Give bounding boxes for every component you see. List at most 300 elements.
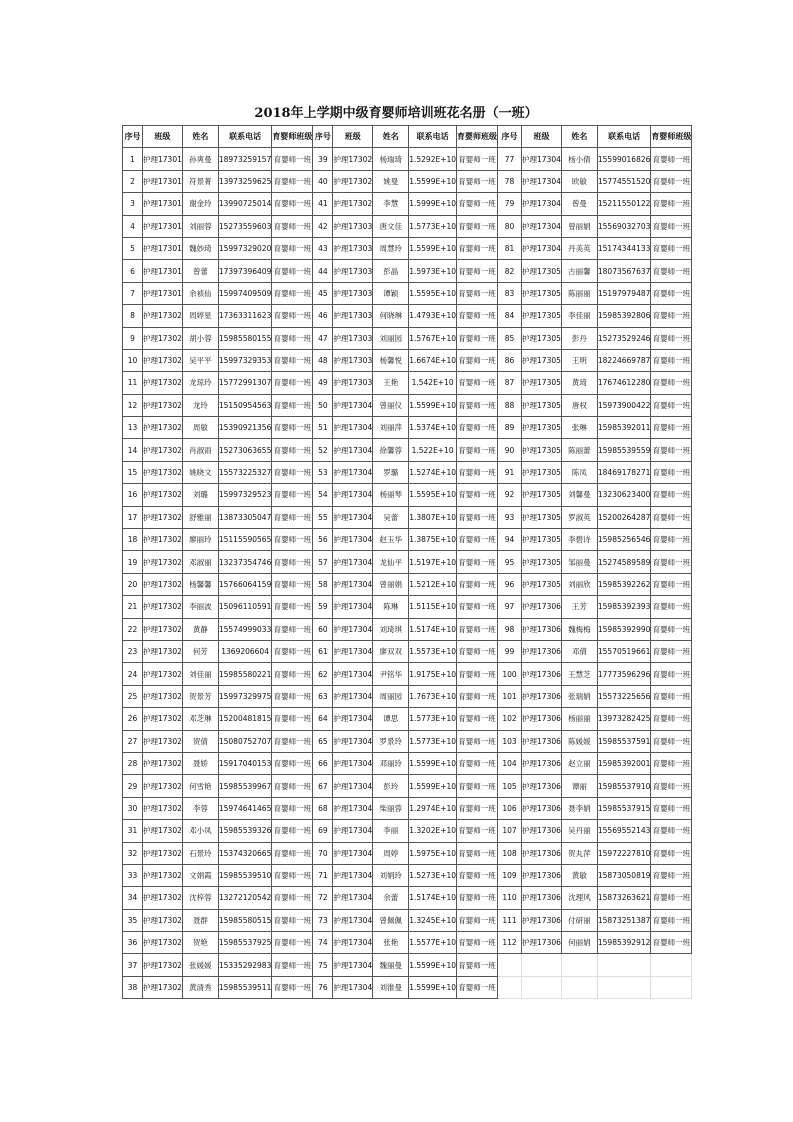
class-cell: 护理17304 [333,909,373,931]
name-cell: 周丽园 [373,685,409,707]
index-cell: 69 [313,820,333,842]
phone-cell: 15174344133 [597,237,651,259]
index-cell: 98 [498,618,522,640]
class-cell: 护理17303 [333,260,373,282]
name-cell: 魏丽曼 [373,954,409,976]
index-cell: 94 [498,529,522,551]
name-cell: 杨馨悦 [373,349,409,371]
class-cell: 护理17305 [522,372,562,394]
class-cell: 护理17304 [333,596,373,618]
group-cell: 育婴师一班 [457,842,498,864]
index-cell: 16 [123,484,143,506]
table-row [123,640,692,662]
class-cell: 护理17305 [522,305,562,327]
class-cell: 护理17304 [333,932,373,954]
index-cell: 82 [498,260,522,282]
phone-cell: 15211550122 [597,193,651,215]
phone-cell: 15985392001 [597,752,651,774]
group-cell: 育婴师一班 [272,797,313,819]
class-cell: 护理17305 [522,484,562,506]
phone-cell: 15774551520 [597,170,651,192]
name-cell: 文娟霞 [182,864,218,886]
name-cell: 刘琦琪 [373,618,409,640]
table-row [123,372,692,394]
group-cell: 育婴师一班 [651,573,692,595]
phone-cell: 1.5973E+10 [409,260,457,282]
group-cell: 育婴师一班 [651,305,692,327]
header-cell: 姓名 [182,126,218,148]
group-cell: 育婴师一班 [651,618,692,640]
group-cell: 育婴师一班 [457,461,498,483]
phone-cell: 15985392912 [597,932,651,954]
phone-cell: 17397396409 [218,260,272,282]
phone-cell: 15273559603 [218,215,272,237]
name-cell: 李丽波 [182,596,218,618]
class-cell: 护理17304 [333,618,373,640]
name-cell: 邓丽玲 [373,752,409,774]
class-cell: 护理17301 [143,170,183,192]
index-cell: 48 [313,349,333,371]
phone-cell: 1.5773E+10 [409,708,457,730]
class-cell: 护理17302 [143,461,183,483]
index-cell: 46 [313,305,333,327]
table-row [123,484,692,506]
phone-cell: 15985537910 [597,775,651,797]
phone-cell: 15985537915 [597,797,651,819]
class-cell: 护理17301 [143,237,183,259]
header-row [123,126,692,148]
phone-cell: 1.5599E+10 [409,775,457,797]
name-cell: 彭晶 [373,260,409,282]
group-cell: 育婴师一班 [457,484,498,506]
index-cell: 54 [313,484,333,506]
class-cell: 护理17306 [522,685,562,707]
group-cell: 育婴师一班 [272,417,313,439]
group-cell: 育婴师一班 [651,282,692,304]
name-cell: 贺倩 [182,730,218,752]
name-cell: 何晓琳 [373,305,409,327]
group-cell: 育婴师一班 [651,461,692,483]
phone-cell: 15985392011 [597,417,651,439]
index-cell: 55 [313,506,333,528]
phone-cell: 1.5599E+10 [409,394,457,416]
name-cell: 曾丽娟 [561,215,597,237]
name-cell: 谭思 [373,708,409,730]
group-cell: 育婴师一班 [457,417,498,439]
name-cell: 付研丽 [561,909,597,931]
name-cell: 何丽娟 [561,932,597,954]
phone-cell: 15772991307 [218,372,272,394]
group-cell: 育婴师一班 [651,529,692,551]
group-cell: 育婴师一班 [651,730,692,752]
phone-cell: 18224669787 [597,349,651,371]
index-cell: 34 [123,887,143,909]
phone-cell: 1.542E+10 [409,372,457,394]
group-cell: 育婴师一班 [457,797,498,819]
phone-cell: 15200481815 [218,708,272,730]
class-cell: 护理17304 [333,573,373,595]
index-cell: 32 [123,842,143,864]
table-row [123,820,692,842]
phone-cell: 15096110591 [218,596,272,618]
name-cell: 欧敏 [561,170,597,192]
table-row [123,305,692,327]
group-cell: 育婴师一班 [272,887,313,909]
class-cell: 护理17302 [143,797,183,819]
group-cell: 育婴师一班 [457,976,498,998]
class-cell: 护理17304 [522,148,562,170]
class-cell: 护理17304 [333,842,373,864]
phone-cell: 1.5767E+10 [409,327,457,349]
index-cell: 78 [498,170,522,192]
name-cell: 杨瑞琦 [373,148,409,170]
name-cell: 唐权 [561,394,597,416]
name-cell: 李慧 [373,193,409,215]
class-cell: 护理17304 [333,775,373,797]
index-cell: 75 [313,954,333,976]
name-cell: 吴丹丽 [561,820,597,842]
table-row [123,685,692,707]
index-cell: 29 [123,775,143,797]
phone-cell: 1.5115E+10 [409,596,457,618]
index-cell: 24 [123,663,143,685]
name-cell: 何芳 [182,640,218,662]
name-cell: 刘娟玲 [373,864,409,886]
group-cell: 育婴师一班 [457,932,498,954]
index-cell: 23 [123,640,143,662]
name-cell: 李佳丽 [561,305,597,327]
index-cell: 63 [313,685,333,707]
table-row [123,887,692,909]
group-cell: 育婴师一班 [457,685,498,707]
class-cell: 护理17301 [143,148,183,170]
index-cell: 39 [313,148,333,170]
group-cell: 育婴师一班 [272,618,313,640]
name-cell: 王明 [561,349,597,371]
class-cell: 护理17305 [522,551,562,573]
phone-cell: 15569552143 [597,820,651,842]
name-cell: 罗淑英 [561,506,597,528]
class-cell: 护理17302 [143,529,183,551]
group-cell: 育婴师一班 [651,820,692,842]
class-cell: 护理17305 [522,394,562,416]
class-cell: 护理17304 [333,417,373,439]
class-cell: 护理17304 [333,506,373,528]
group-cell: 育婴师一班 [457,954,498,976]
phone-cell: 1.5274E+10 [409,461,457,483]
name-cell: 张琳 [561,417,597,439]
index-cell: 84 [498,305,522,327]
group-cell: 育婴师一班 [457,551,498,573]
name-cell: 谭丽 [561,775,597,797]
name-cell: 赵立丽 [561,752,597,774]
phone-cell: 1.6674E+10 [409,349,457,371]
name-cell: 周慧玲 [373,237,409,259]
phone-cell: 1.3875E+10 [409,529,457,551]
name-cell: 黄敏 [561,864,597,886]
group-cell: 育婴师一班 [457,640,498,662]
index-cell: 28 [123,752,143,774]
index-cell: 70 [313,842,333,864]
class-cell: 护理17304 [333,954,373,976]
index-cell: 26 [123,708,143,730]
phone-cell: 15985539326 [218,820,272,842]
class-cell: 护理17304 [333,685,373,707]
index-cell: 81 [498,237,522,259]
phone-cell: 1.4793E+10 [409,305,457,327]
table-row [123,349,692,371]
class-cell: 护理17302 [143,909,183,931]
phone-cell: 15985580155 [218,327,272,349]
group-cell: 育婴师一班 [272,327,313,349]
name-cell: 周婷 [373,842,409,864]
class-cell: 护理17302 [143,820,183,842]
group-cell: 育婴师一班 [651,506,692,528]
group-cell: 育婴师一班 [651,932,692,954]
empty-cell [651,954,692,976]
class-cell: 护理17302 [143,708,183,730]
group-cell: 育婴师一班 [272,170,313,192]
phone-cell: 15574999033 [218,618,272,640]
table-row [123,842,692,864]
class-cell: 护理17302 [143,932,183,954]
group-cell: 育婴师一班 [651,775,692,797]
name-cell: 廖丽玲 [182,529,218,551]
name-cell: 彭丹 [561,327,597,349]
phone-cell: 13237354746 [218,551,272,573]
index-cell: 59 [313,596,333,618]
group-cell: 育婴师一班 [272,193,313,215]
group-cell: 育婴师一班 [651,439,692,461]
class-cell: 护理17302 [143,551,183,573]
name-cell: 杨馨馨 [182,573,218,595]
class-cell: 护理17304 [333,439,373,461]
phone-cell: 13230623400 [597,484,651,506]
index-cell: 10 [123,349,143,371]
phone-cell: 15985580515 [218,909,272,931]
class-cell: 护理17302 [143,730,183,752]
name-cell: 余蕾 [373,887,409,909]
class-cell: 护理17306 [522,932,562,954]
roster-title: 2018年上学期中级育婴师培训班花名册（一班） [254,106,538,121]
phone-cell: 15569032703 [597,215,651,237]
name-cell: 孙爽曼 [182,148,218,170]
group-cell: 育婴师一班 [651,372,692,394]
class-cell: 护理17302 [143,573,183,595]
class-cell: 护理17305 [522,439,562,461]
index-cell: 108 [498,842,522,864]
group-cell: 育婴师一班 [457,864,498,886]
group-cell: 育婴师一班 [457,394,498,416]
class-cell: 护理17302 [143,349,183,371]
index-cell: 14 [123,439,143,461]
class-cell: 护理17306 [522,596,562,618]
phone-cell: 1.5773E+10 [409,730,457,752]
phone-cell: 15985392393 [597,596,651,618]
class-cell: 护理17306 [522,663,562,685]
phone-cell: 1.5374E+10 [409,417,457,439]
phone-cell: 15997409509 [218,282,272,304]
table-row [123,394,692,416]
name-cell: 曾丽仪 [373,394,409,416]
class-cell: 护理17304 [522,170,562,192]
phone-cell: 1.9175E+10 [409,663,457,685]
index-cell: 106 [498,797,522,819]
index-cell: 21 [123,596,143,618]
phone-cell: 15985539511 [218,976,272,998]
table-row [123,596,692,618]
name-cell: 余祯仙 [182,282,218,304]
phone-cell: 15080752707 [218,730,272,752]
index-cell: 51 [313,417,333,439]
group-cell: 育婴师一班 [457,529,498,551]
roster-table [122,125,692,999]
index-cell: 2 [123,170,143,192]
index-cell: 35 [123,909,143,931]
phone-cell: 13272120542 [218,887,272,909]
group-cell: 育婴师一班 [457,327,498,349]
group-cell: 育婴师一班 [457,237,498,259]
phone-cell: 15390921356 [218,417,272,439]
name-cell: 刘丽萍 [373,417,409,439]
name-cell: 舒雅丽 [182,506,218,528]
table-row [123,932,692,954]
phone-cell: 1.5174E+10 [409,887,457,909]
name-cell: 聂娇 [182,752,218,774]
index-cell: 77 [498,148,522,170]
phone-cell: 15274589589 [597,551,651,573]
index-cell: 22 [123,618,143,640]
index-cell: 45 [313,282,333,304]
group-cell: 育婴师一班 [272,932,313,954]
index-cell: 41 [313,193,333,215]
table-row [123,529,692,551]
class-cell: 护理17305 [522,282,562,304]
class-cell: 护理17305 [522,506,562,528]
group-cell: 育婴师一班 [651,864,692,886]
group-cell: 育婴师一班 [272,864,313,886]
table-row [123,708,692,730]
group-cell: 育婴师一班 [457,215,498,237]
name-cell: 李丽 [373,820,409,842]
phone-cell: 1.522E+10 [409,439,457,461]
class-cell: 护理17306 [522,640,562,662]
class-cell: 护理17305 [522,349,562,371]
header-cell: 序号 [313,126,333,148]
name-cell: 丹美英 [561,237,597,259]
phone-cell: 15985539967 [218,775,272,797]
class-cell: 护理17302 [143,506,183,528]
name-cell: 贺丸萍 [561,842,597,864]
class-cell: 护理17302 [143,775,183,797]
index-cell: 1 [123,148,143,170]
class-cell: 护理17305 [522,260,562,282]
class-cell: 护理17306 [522,820,562,842]
name-cell: 王慧芝 [561,663,597,685]
index-cell: 95 [498,551,522,573]
class-cell: 护理17302 [143,752,183,774]
index-cell: 38 [123,976,143,998]
name-cell: 邹丽曼 [561,551,597,573]
class-cell: 护理17302 [143,596,183,618]
phone-cell: 1.5975E+10 [409,842,457,864]
group-cell: 育婴师一班 [651,170,692,192]
index-cell: 57 [313,551,333,573]
class-cell: 护理17306 [522,775,562,797]
class-cell: 护理17304 [333,551,373,573]
group-cell: 育婴师一班 [272,730,313,752]
group-cell: 育婴师一班 [457,506,498,528]
index-cell: 52 [313,439,333,461]
class-cell: 护理17304 [522,193,562,215]
class-cell: 护理17306 [522,618,562,640]
index-cell: 25 [123,685,143,707]
phone-cell: 15115590565 [218,529,272,551]
phone-cell: 15985539559 [597,439,651,461]
name-cell: 赵玉华 [373,529,409,551]
empty-cell [561,954,597,976]
group-cell: 育婴师一班 [272,752,313,774]
header-cell: 育婴师班级 [457,126,498,148]
index-cell: 100 [498,663,522,685]
group-cell: 育婴师一班 [457,909,498,931]
class-cell: 护理17306 [522,752,562,774]
name-cell: 贺景芳 [182,685,218,707]
index-cell: 27 [123,730,143,752]
name-cell: 陈媛媛 [561,730,597,752]
index-cell: 76 [313,976,333,998]
class-cell: 护理17304 [333,529,373,551]
index-cell: 89 [498,417,522,439]
empty-cell [498,976,522,998]
name-cell: 尹铭华 [373,663,409,685]
group-cell: 育婴师一班 [651,797,692,819]
name-cell: 周敏 [182,417,218,439]
index-cell: 53 [313,461,333,483]
class-cell: 护理17302 [143,327,183,349]
index-cell: 72 [313,887,333,909]
group-cell: 育婴师一班 [457,148,498,170]
phone-cell: 15917040153 [218,752,272,774]
phone-cell: 15997329975 [218,685,272,707]
index-cell: 80 [498,215,522,237]
class-cell: 护理17305 [522,327,562,349]
table-row [123,193,692,215]
name-cell: 姚晓文 [182,461,218,483]
phone-cell: 15873050819 [597,864,651,886]
phone-cell: 18469178271 [597,461,651,483]
group-cell: 育婴师一班 [272,372,313,394]
class-cell: 护理17302 [143,484,183,506]
empty-cell [522,954,562,976]
index-cell: 19 [123,551,143,573]
index-cell: 12 [123,394,143,416]
phone-cell: 17674612280 [597,372,651,394]
name-cell: 刘丽园 [373,327,409,349]
phone-cell: 1.5599E+10 [409,954,457,976]
name-cell: 陈丽丽 [561,282,597,304]
name-cell: 曾佩佩 [373,909,409,931]
name-cell: 陈丽蕾 [561,439,597,461]
index-cell: 11 [123,372,143,394]
name-cell: 吴蕾 [373,506,409,528]
empty-cell [561,976,597,998]
group-cell: 育婴师一班 [651,215,692,237]
phone-cell: 15997329353 [218,349,272,371]
index-cell: 5 [123,237,143,259]
phone-cell: 1.7673E+10 [409,685,457,707]
name-cell: 邓倩 [561,640,597,662]
